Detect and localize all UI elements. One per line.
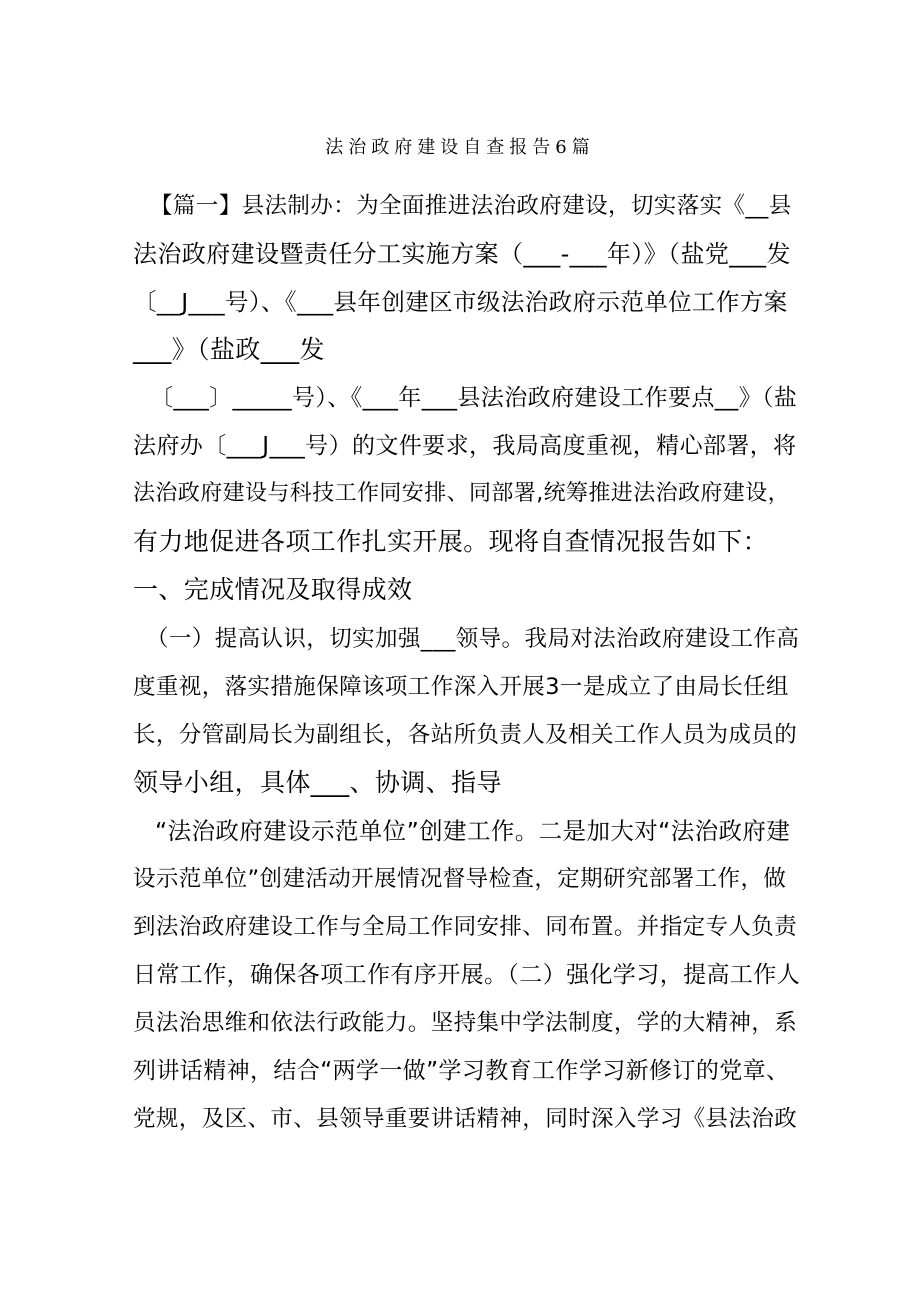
body-line: 设示范单位”创建活动开展情况督导检查，定期研究部署工作，做 [133, 866, 787, 892]
body-line: 领导小组，具体___、协调、指导 [133, 768, 502, 797]
body-line: ___》（盐政___发 [133, 335, 325, 364]
section-heading: 一、完成情况及取得成效 [133, 575, 413, 604]
body-line: 长，分管副局长为副组长，各站所负责人及相关工作人员为成员的 [133, 722, 798, 748]
body-line: 度重视，落实措施保障该项工作深入开展3一是成立了由局长任组 [133, 674, 789, 700]
body-line: 日常工作，确保各项工作有序开展。（二）强化学习，提高工作人 [133, 962, 801, 988]
body-line: （一）提高认识，切实加强___领导。我局对法治政府建设工作高 [146, 626, 800, 652]
body-line: “法治政府建设示范单位”创建工作。二是加大对“法治政府建 [155, 817, 791, 845]
body-line: 党规，及区、市、县领导重要讲话精神，同时深入学习《县法治政 [133, 1106, 798, 1132]
body-line: 有力地促进各项工作扎实开展。现将自查情况报告如下： [133, 527, 769, 556]
body-line: 员法治思维和依法行政能力。坚持集中学法制度，学的大精神，系 [133, 1010, 798, 1036]
body-line: 〔__J___号）、《___县年创建区市级法治政府示范单位工作方案 [133, 288, 788, 316]
body-line: 法府办〔___J___号）的文件要求，我局高度重视，精心部署，将 [133, 433, 797, 459]
body-line: 法治政府建设与科技工作同安排、同部署,统筹推进法治政府建设， [133, 481, 790, 506]
body-line: 列讲话精神，结合“两学一做”学习教育工作学习新修订的党章、 [133, 1058, 790, 1084]
body-line: 〔___〕_____号）、《___年___县法治政府建设工作要点__》（盐 [150, 385, 798, 411]
document-title: 法治政府建设自查报告6篇 [325, 137, 595, 158]
body-line: 【篇一】县法制办：为全面推进法治政府建设，切实落实《__县 [150, 193, 792, 219]
body-line: 法治政府建设暨责任分工实施方案（___-___年）》（盐党___发 [133, 240, 791, 268]
body-line: 到法治政府建设工作与全局工作同安排、同布置。并指定专人负责 [133, 914, 798, 940]
